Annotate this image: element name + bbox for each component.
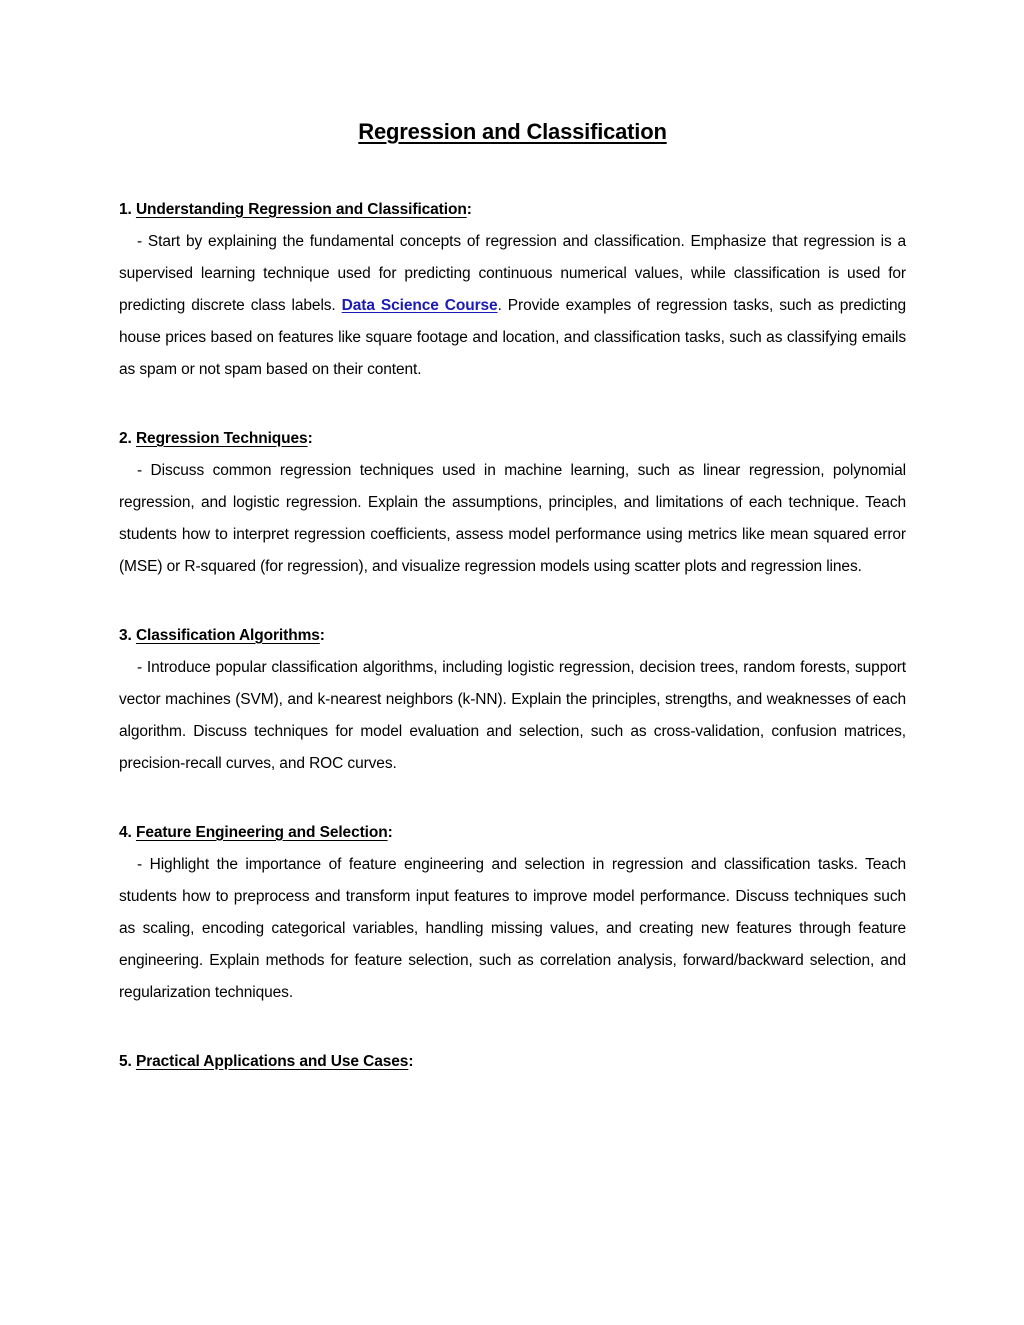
section-3 (119, 583, 906, 780)
section-4-number: 4. (119, 823, 132, 841)
section-2 (119, 386, 906, 583)
section-1-heading-colon: : (466, 200, 472, 218)
section-2-heading-colon: : (307, 429, 313, 447)
section-1-number: 1. (119, 200, 132, 218)
section-3-number: 3. (119, 626, 132, 644)
section-4-heading-text: Feature Engineering and Selection (135, 823, 388, 841)
section-5-heading (119, 1046, 906, 1078)
section-2-body: - Discuss common regression techniques used in machine learning, such as linear regression, polynomial regression, and logistic regression. Explain the assumptions, principles, and limitations of each technique. Teach students how to interpret regression coefficients, assess model performance using metrics like mean squared error (MSE) or R-squared (for regression), and visualize regression models using scatter plots and regression lines. (119, 461, 906, 575)
section-4-heading (119, 817, 906, 849)
section-3-heading-colon: : (319, 626, 325, 644)
page-title (119, 0, 906, 147)
section-5 (119, 1009, 906, 1078)
section-1-body-part1: - Start by explaining the fundamental concepts of regression and classification. Emphasize that regression is a supervised learning technique used for predicting continuous numerical values, while classification is used for predicting discrete class labels. (119, 232, 906, 314)
section-5-number: 5. (119, 1052, 132, 1070)
section-2-number: 2. (119, 429, 132, 447)
section-5-heading-text: Practical Applications and Use Cases (135, 1052, 409, 1070)
section-2-heading-text: Regression Techniques (135, 429, 308, 447)
document-content (119, 0, 906, 1078)
section-1-body-part2: . Provide examples of regression tasks, such as predicting house prices based on features like square footage and location, and classification tasks, such as classifying emails as spam or not spam based on their content. (119, 296, 906, 378)
section-3-body: - Introduce popular classification algorithms, including logistic regression, decision trees, random forests, support vector machines (SVM), and k-nearest neighbors (k-NN). Explain the principles, strengths, and weaknesses of each algorithm. Discuss techniques for model evaluation and selection, such as cross-validation, confusion matrices, precision-recall curves, and ROC curves. (119, 658, 906, 772)
section-5-heading-colon: : (408, 1052, 414, 1070)
section-3-heading-text: Classification Algorithms (135, 626, 320, 644)
section-1-heading-text: Understanding Regression and Classification (135, 200, 467, 218)
section-1-heading (119, 194, 906, 226)
section-4 (119, 780, 906, 1009)
section-2-heading (119, 423, 906, 455)
section-4-body: - Highlight the importance of feature engineering and selection in regression and classification tasks. Teach students how to preprocess and transform input features to improve model performance. Discuss techniques such as scaling, encoding categorical variables, handling missing values, and creating new features through feature engineering. Explain methods for feature selection, such as correlation analysis, forward/backward selection, and regularization techniques. (119, 855, 906, 1001)
section-3-heading (119, 620, 906, 652)
section-1-body (119, 226, 906, 386)
page-title-text: Regression and Classification (358, 119, 667, 144)
section-1 (119, 147, 906, 386)
section-4-heading-colon: : (387, 823, 393, 841)
data-science-course-link[interactable]: Data Science Course (341, 296, 498, 314)
